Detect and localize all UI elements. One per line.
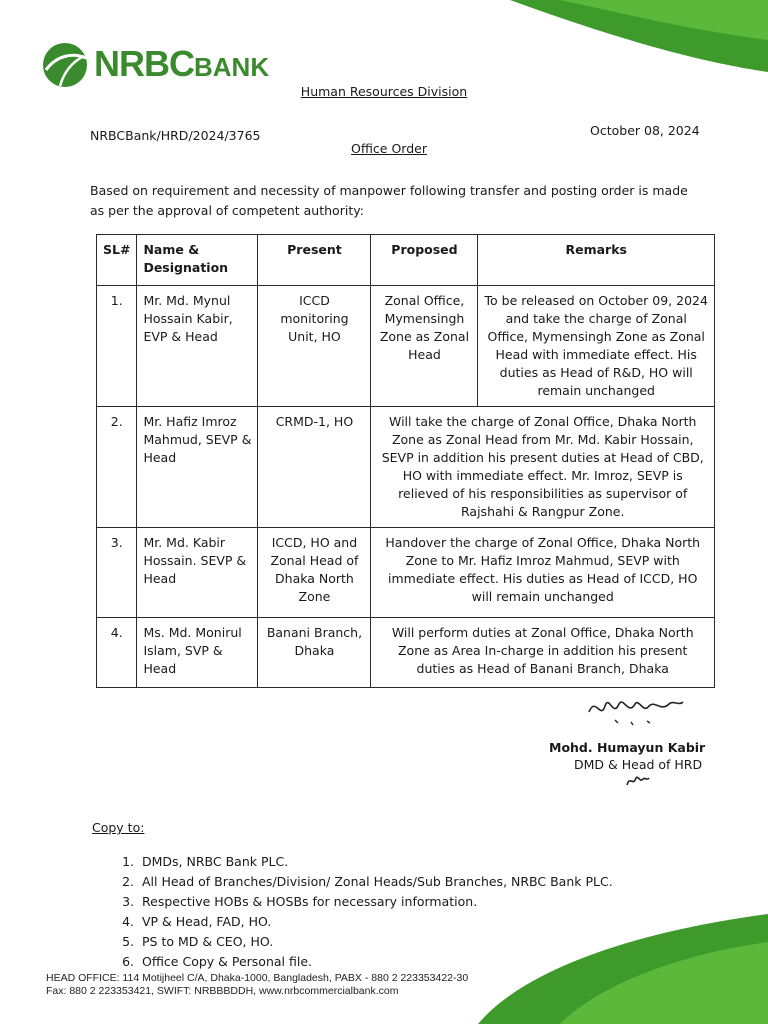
logo-mark-icon: [42, 42, 88, 88]
row-remarks: Handover the charge of Zonal Office, Dhaka North Zone to Mr. Hafiz Imroz Mahmud, SEVP with immediate effect. His duties as Head of ICCD, HO will remain unchanged: [371, 528, 715, 618]
row-proposed: Zonal Office, Mymensingh Zone as Zonal Head: [371, 286, 478, 407]
list-item: 1. DMDs, NRBC Bank PLC.: [138, 852, 613, 872]
row-remarks: Will perform duties at Zonal Office, Dhaka North Zone as Area In-charge in addition his present duties as Head of Banani Branch, Dhaka: [371, 618, 715, 688]
transfer-table: [96, 234, 715, 688]
row-remarks: To be released on October 09, 2024 and take the charge of Zonal Office, Mymensingh Zone as Zonal Head with immediate effect. His duties as Head of R&D, HO will remain unchanged: [478, 286, 715, 407]
table-row: [97, 618, 715, 688]
row-name: Mr. Md. Mynul Hossain Kabir, EVP & Head: [137, 286, 258, 407]
nrbc-logo: [42, 40, 270, 90]
row-present: ICCD monitoring Unit, HO: [258, 286, 371, 407]
row-sl: 1.: [97, 286, 137, 407]
list-item: 4. VP & Head, FAD, HO.: [138, 912, 613, 932]
header-present: Present: [258, 235, 371, 286]
list-item: 5. PS to MD & CEO, HO.: [138, 932, 613, 952]
table-row: [97, 407, 715, 528]
footer-line-1: HEAD OFFICE: 114 Motijheel C/A, Dhaka-1000, Bangladesh, PABX - 880 2 223353422-30: [46, 972, 469, 984]
list-item: 3. Respective HOBs & HOSBs for necessary information.: [138, 892, 613, 912]
row-sl: 4.: [97, 618, 137, 688]
table-header-row: [97, 235, 715, 286]
row-sl: 2.: [97, 407, 137, 528]
row-name: Mr. Hafiz Imroz Mahmud, SEVP & Head: [137, 407, 258, 528]
table-row: [97, 286, 715, 407]
list-item: 2. All Head of Branches/Division/ Zonal Heads/Sub Branches, NRBC Bank PLC.: [138, 872, 613, 892]
row-name: Ms. Md. Monirul Islam, SVP & Head: [137, 618, 258, 688]
order-date: October 08, 2024: [590, 123, 700, 138]
footer-address: [46, 972, 468, 998]
header-proposed: Proposed: [371, 235, 478, 286]
row-present: ICCD, HO and Zonal Head of Dhaka North Zone: [258, 528, 371, 618]
signatory-designation: DMD & Head of HRD: [574, 757, 703, 772]
header-remarks: Remarks: [478, 235, 715, 286]
header-name: Name & Designation: [137, 235, 258, 286]
copy-to-heading: Copy to:: [92, 820, 145, 835]
order-title: Office Order: [351, 141, 427, 156]
copy-to-list: [98, 852, 613, 972]
signatory-name: Mohd. Humayun Kabir: [549, 740, 706, 755]
row-present: CRMD-1, HO: [258, 407, 371, 528]
logo-wordmark: NRBCBANK: [94, 43, 270, 84]
list-item: 6. Office Copy & Personal file.: [138, 952, 613, 972]
row-name: Mr. Md. Kabir Hossain. SEVP & Head: [137, 528, 258, 618]
division-heading: Human Resources Division: [300, 84, 468, 99]
row-remarks: Will take the charge of Zonal Office, Dhaka North Zone as Zonal Head from Mr. Md. Kabir Hossain, SEVP in addition his present duties at Head of CBD, HO with immediate effect. Mr. Imroz, SEVP is relieved of his responsibilities as supervisor of Rajshahi & Rangpur Zone.: [371, 407, 715, 528]
row-sl: 3.: [97, 528, 137, 618]
signature: [585, 690, 685, 730]
initials-mark: [625, 773, 650, 789]
footer-line-2: Fax: 880 2 223353421, SWIFT: NRBBBDDH, www.nrbcommercialbank.com: [46, 985, 399, 997]
table-row: [97, 528, 715, 618]
header-sl: SL#: [97, 235, 137, 286]
row-present: Banani Branch, Dhaka: [258, 618, 371, 688]
intro-paragraph: Based on requirement and necessity of manpower following transfer and posting order is made as per the approval of competent authority:: [90, 183, 688, 218]
reference-number: NRBCBank/HRD/2024/3765: [90, 128, 261, 143]
